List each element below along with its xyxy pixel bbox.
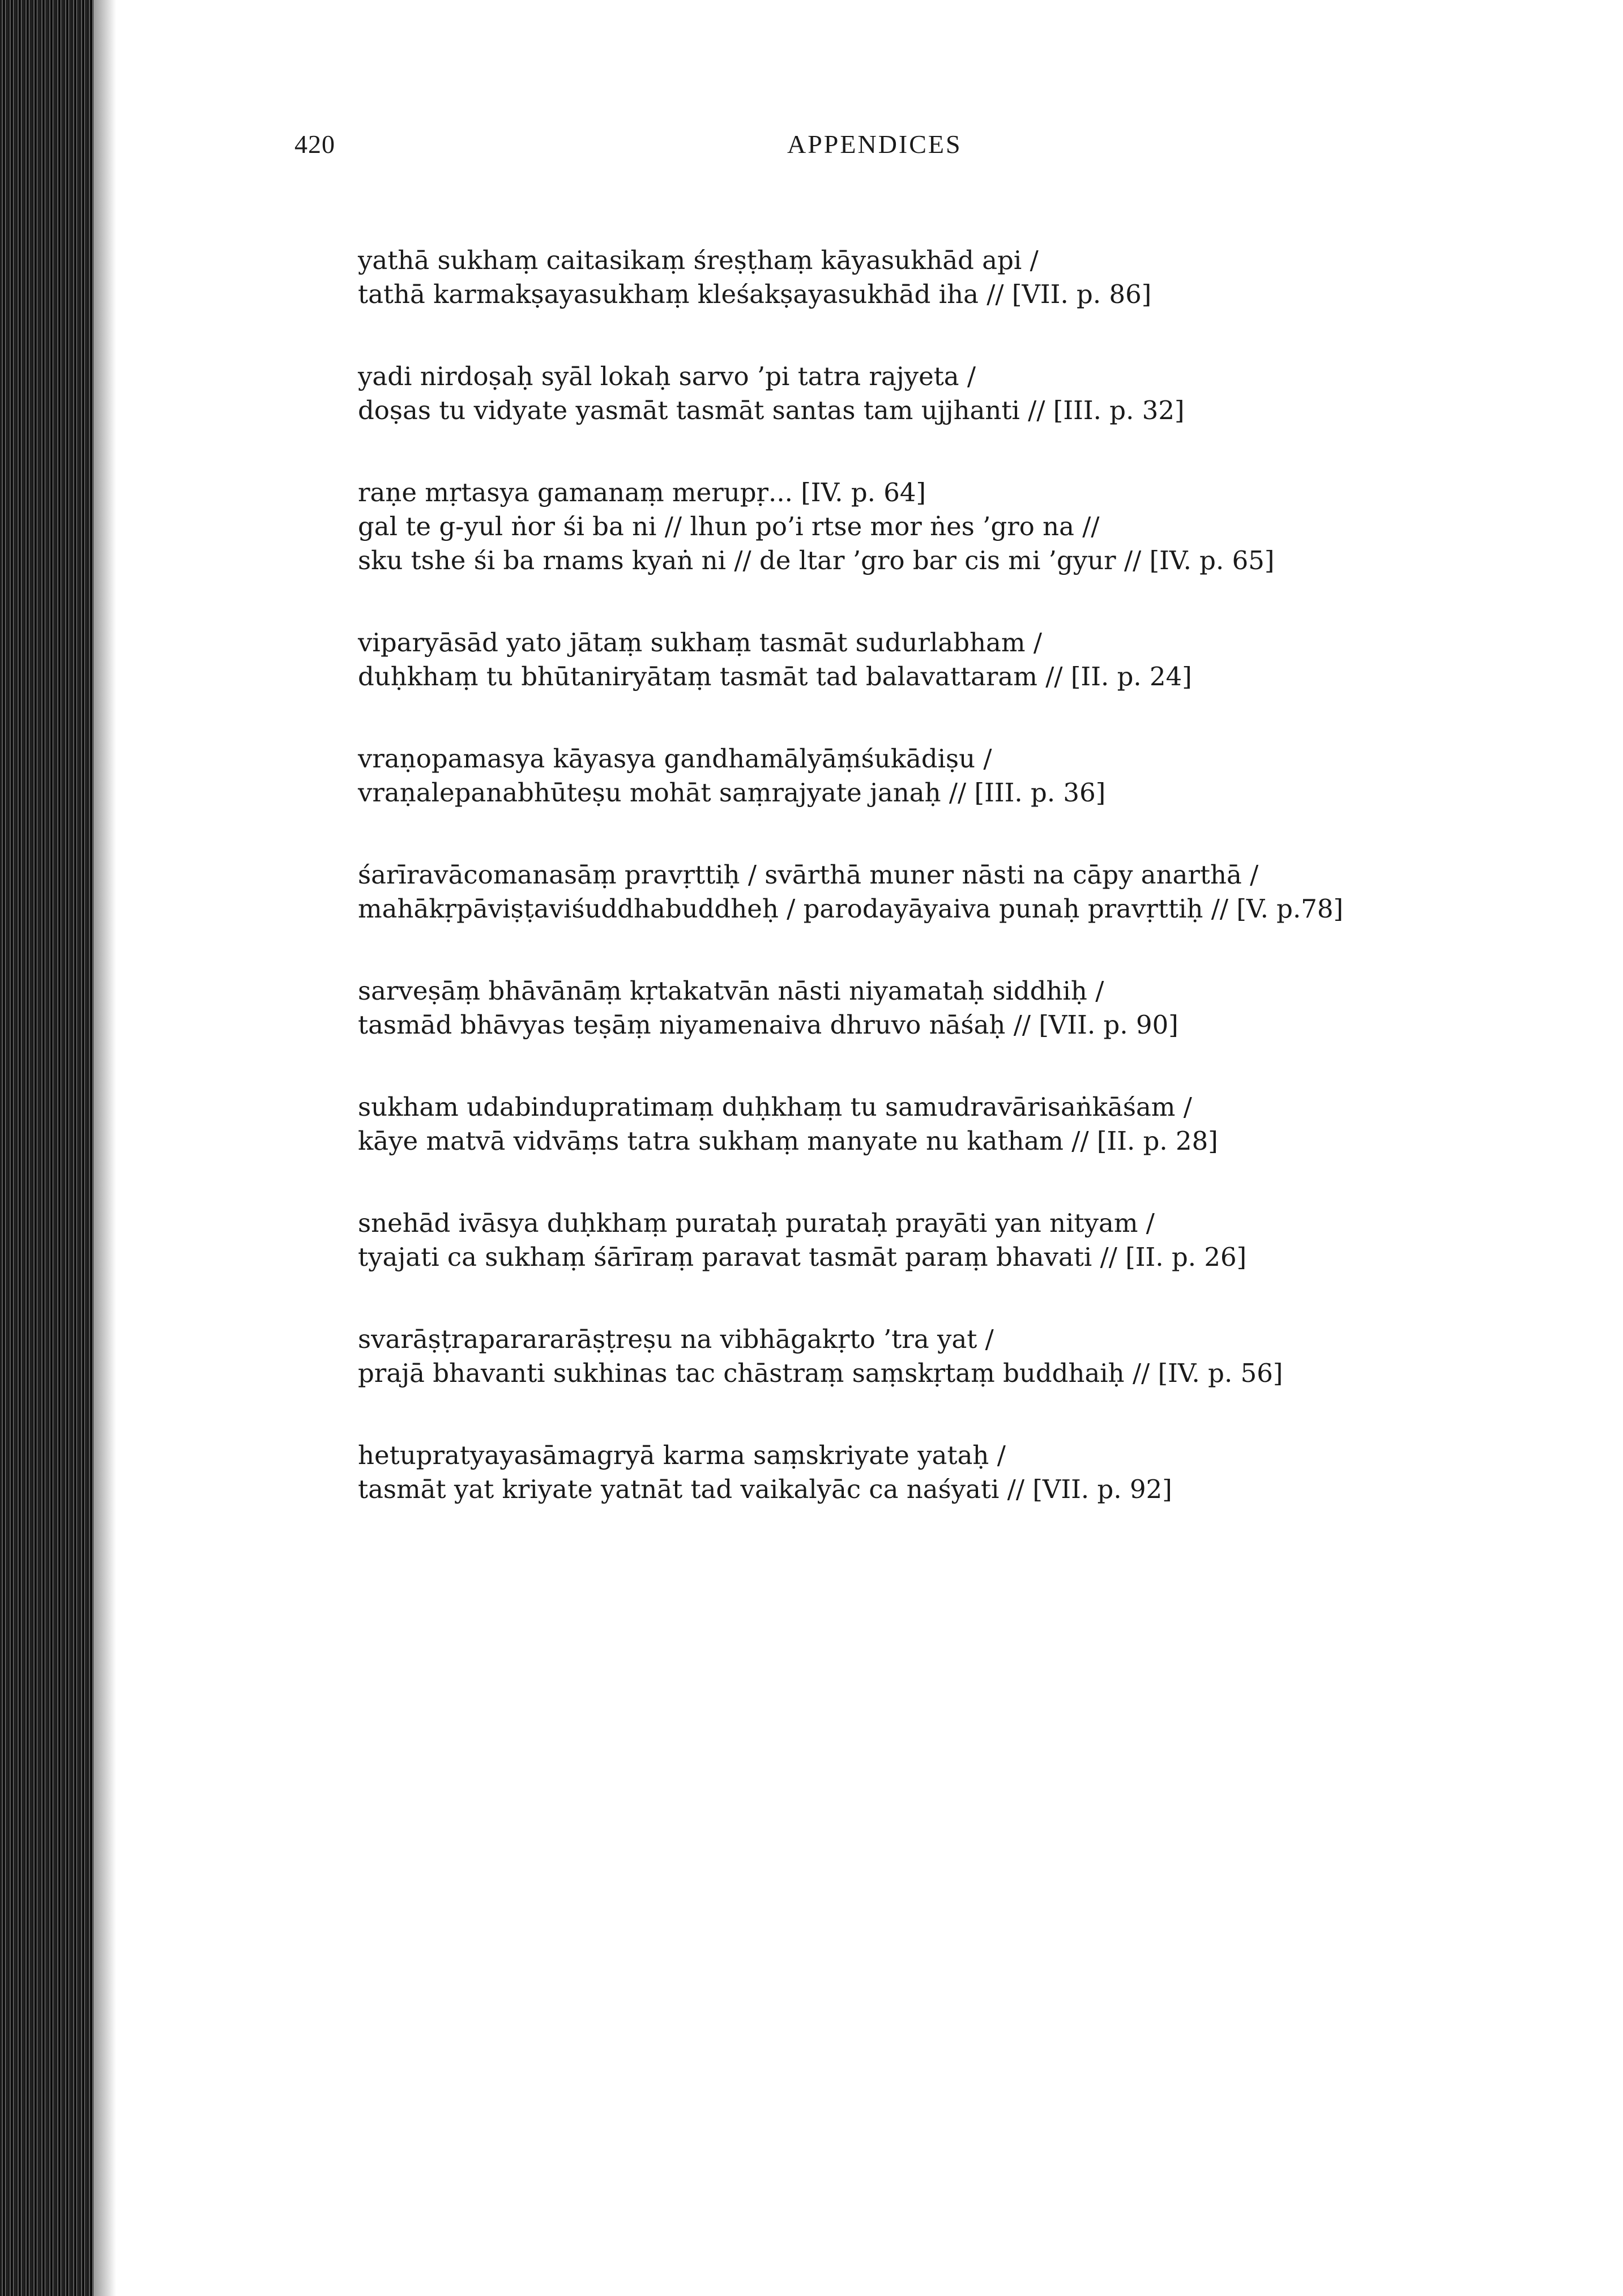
verse-line: vraṇopamasya kāyasya gandhamālyāṃśukādiṣu / xyxy=(358,744,992,774)
verse-line: kāye matvā vidvāṃs tatra sukhaṃ manyate nu katham // [II. p. 28] xyxy=(358,1126,1218,1156)
verse-line: tathā karmakṣayasukhaṃ kleśakṣayasukhād iha // [VII. p. 86] xyxy=(358,279,1152,309)
verse-line: mahākṛpāviṣṭaviśuddhabuddheḥ / parodayāyaiva punaḥ pravṛttiḥ // [V. p.78] xyxy=(358,894,1344,924)
verse-line: svarāṣṭraparararāṣṭreṣu na vibhāgakṛto ’tra yat / xyxy=(358,1324,994,1354)
verse-line: yathā sukhaṃ caitasikaṃ śreṣṭhaṃ kāyasukhād api / xyxy=(358,245,1039,275)
verse-line: duḥkhaṃ tu bhūtaniryātaṃ tasmāt tad balavattaram // [II. p. 24] xyxy=(358,662,1192,692)
verse-line: tyajati ca sukhaṃ śārīraṃ paravat tasmāt paraṃ bhavati // [II. p. 26] xyxy=(358,1242,1247,1272)
verse-line: vraṇalepanabhūteṣu mohāt saṃrajyate janaḥ // [III. p. 36] xyxy=(358,778,1106,808)
verse-list xyxy=(358,244,1434,1555)
verse-line: viparyāsād yato jātaṃ sukhaṃ tasmāt sudurlabham / xyxy=(358,628,1043,658)
verse-line: prajā bhavanti sukhinas tac chāstraṃ saṃskṛtaṃ buddhaiḥ // [IV. p. 56] xyxy=(358,1358,1283,1388)
verse-block xyxy=(358,1322,1434,1390)
book-page-edge xyxy=(0,0,93,2296)
verse-line: doṣas tu vidyate yasmāt tasmāt santas tam ujjhanti // [III. p. 32] xyxy=(358,395,1185,425)
verse-block xyxy=(358,742,1434,810)
running-title: APPENDICES xyxy=(787,130,962,159)
verse-line: raṇe mṛtasya gamanaṃ merupṛ... [IV. p. 64] xyxy=(358,477,926,507)
verse-block xyxy=(358,1206,1434,1274)
verse-block xyxy=(358,476,1434,578)
verse-block xyxy=(358,974,1434,1042)
verse-block xyxy=(358,626,1434,694)
verse-block xyxy=(358,858,1434,926)
verse-line: tasmād bhāvyas teṣāṃ niyamenaiva dhruvo nāśaḥ // [VII. p. 90] xyxy=(358,1010,1178,1040)
verse-block xyxy=(358,244,1434,311)
running-head xyxy=(294,129,1201,169)
verse-block xyxy=(358,1090,1434,1158)
verse-block xyxy=(358,360,1434,428)
verse-line: śarīravācomanasāṃ pravṛttiḥ / svārthā muner nāsti na cāpy anarthā / xyxy=(358,860,1259,890)
verse-line: gal te g-yul ṅor śi ba ni // lhun po’i rtse mor ṅes ’gro na // xyxy=(358,511,1100,541)
page-number: 420 xyxy=(294,130,335,159)
verse-line: sukham udabindupratimaṃ duḥkhaṃ tu samudravārisaṅkāśam / xyxy=(358,1092,1192,1122)
verse-line: snehād ivāsya duḥkhaṃ purataḥ purataḥ prayāti yan nityam / xyxy=(358,1208,1155,1238)
verse-line: sarveṣāṃ bhāvānāṃ kṛtakatvān nāsti niyamataḥ siddhiḥ / xyxy=(358,976,1104,1006)
verse-line: hetupratyayasāmagryā karma saṃskriyate yataḥ / xyxy=(358,1440,1006,1470)
verse-block xyxy=(358,1439,1434,1507)
verse-line: sku tshe śi ba rnams kyaṅ ni // de ltar ’gro bar cis mi ’gyur // [IV. p. 65] xyxy=(358,545,1275,575)
verse-line: tasmāt yat kriyate yatnāt tad vaikalyāc ca naśyati // [VII. p. 92] xyxy=(358,1474,1172,1504)
verse-line: yadi nirdoṣaḥ syāl lokaḥ sarvo ’pi tatra rajyeta / xyxy=(358,361,976,391)
